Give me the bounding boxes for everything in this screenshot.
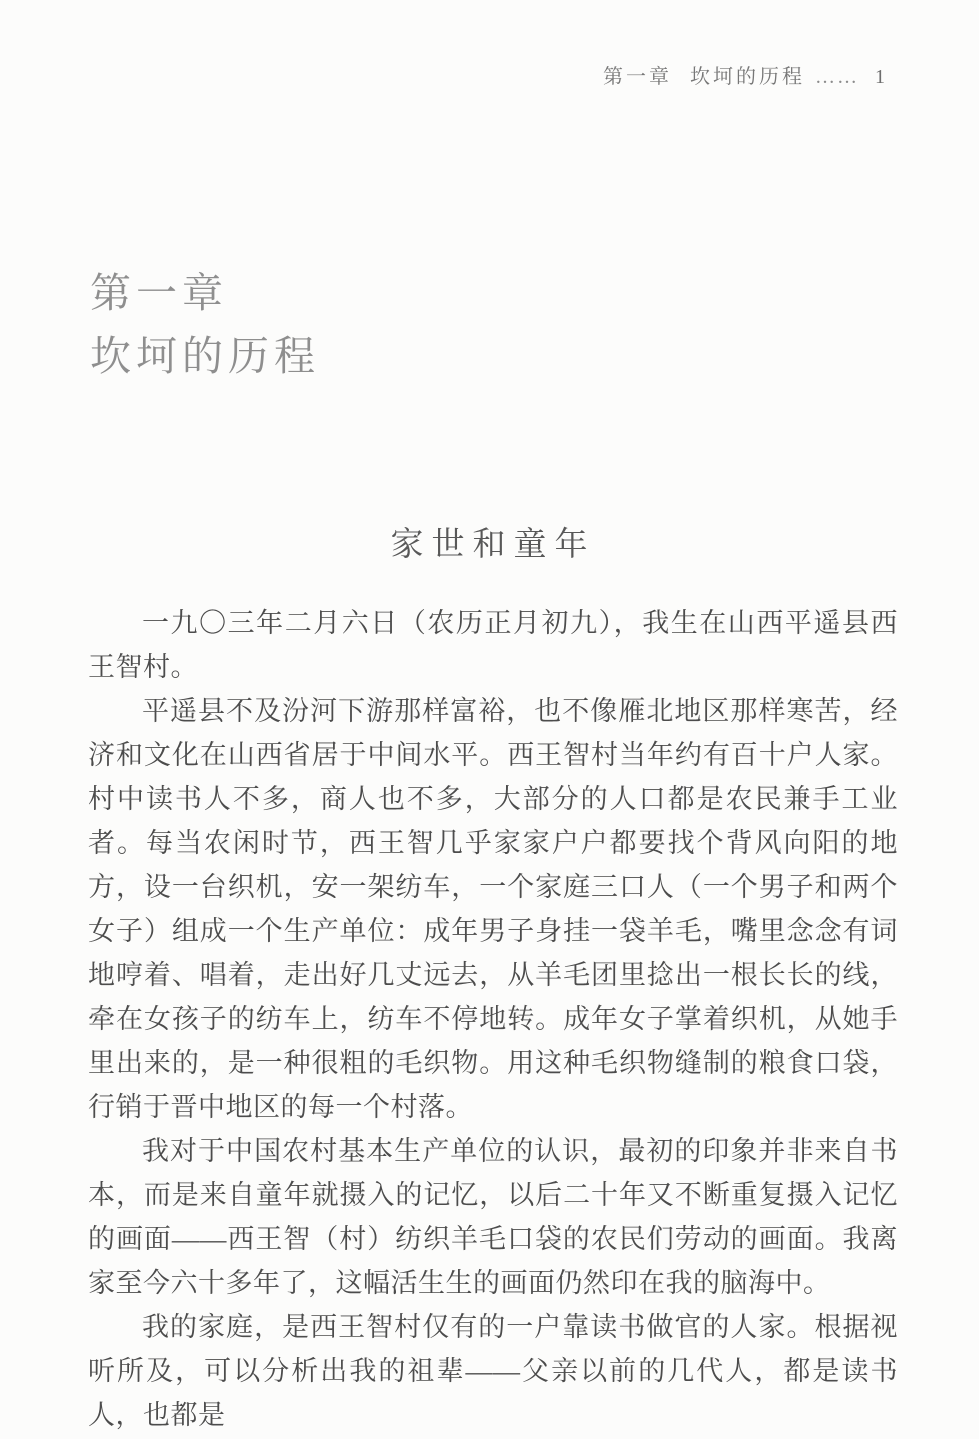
paragraph-1: 一九〇三年二月六日（农历正月初九），我生在山西平遥县西王智村。 [88,608,898,682]
running-header-chapter-title: 坎坷的历程 [690,66,805,88]
body-text [88,601,898,1437]
running-header-chapter-label: 第一章 [603,66,672,88]
paragraph-4: 我的家庭，是西王智村仅有的一户靠读书做官的人家。根据视听所及，可以分析出我的祖辈——父亲以前的几代人，都是读书人，也都是 [88,1312,898,1430]
chapter-number-line: 第一章 [90,270,228,316]
page-number: 1 [875,66,885,88]
running-header-leader-dots: …… [815,66,859,88]
paragraph-3: 我对于中国农村基本生产单位的认识，最初的印象并非来自书本，而是来自童年就摄入的记忆，以后二十年又不断重复摄入记忆的画面——西王智（村）纺织羊毛口袋的农民们劳动的画面。我离家至今六十多年了，这幅活生生的画面仍然印在我的脑海中。 [88,1136,898,1298]
paragraph-2: 平遥县不及汾河下游那样富裕，也不像雁北地区那样寒苦，经济和文化在山西省居于中间水平。西王智村当年约有百十户人家。村中读书人不多，商人也不多，大部分的人口都是农民兼手工业者。每当农闲时节，西王智几乎家家户户都要找个背风向阳的地方，设一台织机，安一架纺车，一个家庭三口人（一个男子和两个女子）组成一个生产单位：成年男子身挂一袋羊毛，嘴里念念有词地哼着、唱着，走出好几丈远去，从羊毛团里捻出一根长长的线，牵在女孩子的纺车上，纺车不停地转。成年女子掌着织机，从她手里出来的，是一种很粗的毛织物。用这种毛织物缝制的粮食口袋，行销于晋中地区的每一个村落。 [88,696,898,1122]
chapter-title-line: 坎坷的历程 [90,333,320,379]
section-title: 家世和童年 [390,527,596,563]
running-header [603,60,885,89]
chapter-heading [90,262,320,388]
